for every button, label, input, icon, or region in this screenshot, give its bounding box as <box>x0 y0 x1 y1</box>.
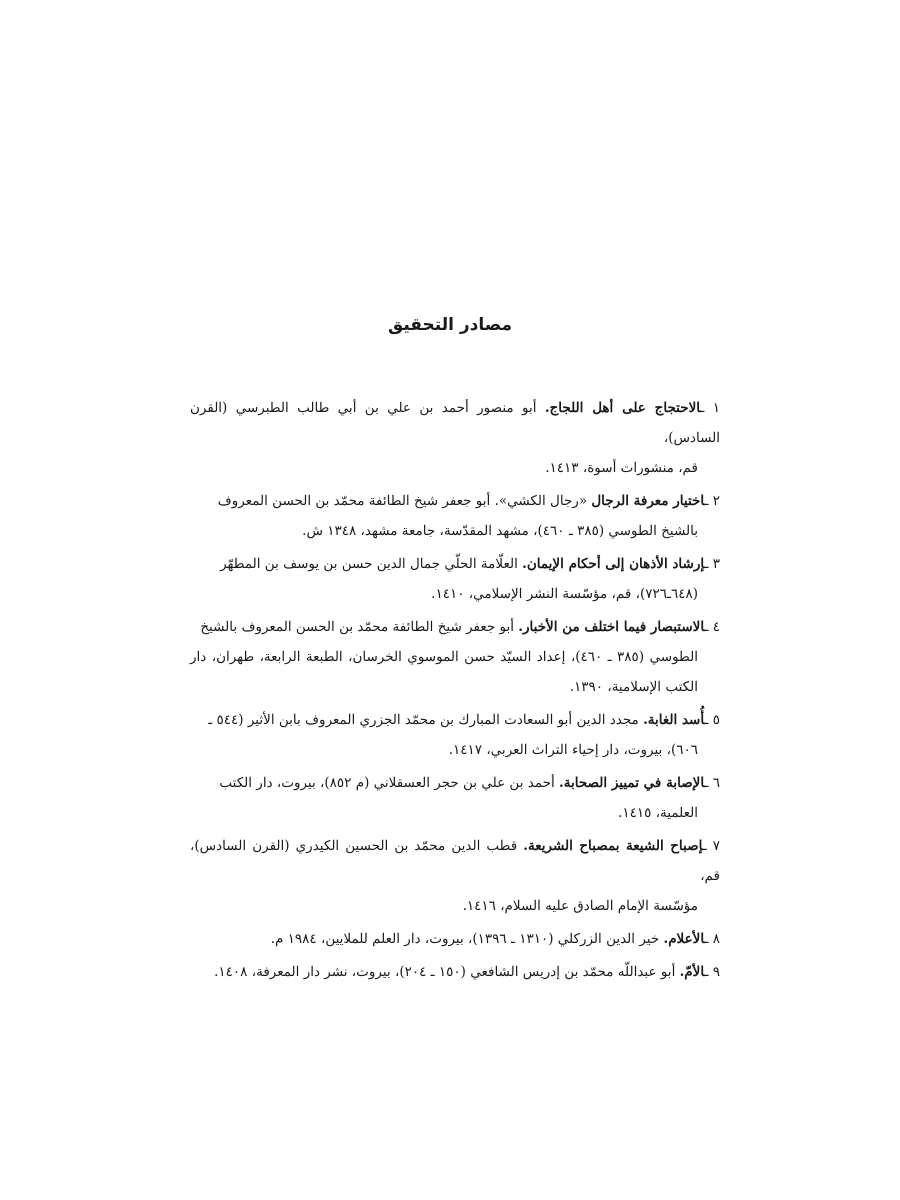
entry-continuation: بالشيخ الطوسي (٣٨٥ ـ ٤٦٠)، مشهد المقدّسة، جامعة مشهد، ١٣٤٨ ش. <box>302 523 698 539</box>
entry-number: ٣ ـ <box>704 556 720 572</box>
list-item <box>190 768 720 828</box>
references-list <box>190 393 720 990</box>
entry-continuation: (٦٤٨ـ٧٢٦)، قم، مؤسّسة النشر الإسلامي، ١٤١٠. <box>431 586 698 602</box>
entry-text: خير الدين الزركلي (١٣١٠ ـ ١٣٩٦)، بيروت، دار العلم للملايين، ١٩٨٤ م. <box>270 931 664 947</box>
entry-title: إرشاد الأذهان إلى أحكام الإيمان. <box>522 556 705 572</box>
entry-text: قطب الدين محمّد بن الحسين الكيدري (القرن السادس)، قم، <box>190 838 720 884</box>
entry-text: مجدد الدين أبو السعادت المبارك بن محمّد الجزري المعروف بابن الأثير (٥٤٤ ـ <box>208 712 644 728</box>
list-item <box>190 549 720 609</box>
entry-number: ٤ ـ <box>704 619 720 635</box>
list-item <box>190 831 720 921</box>
entry-number: ٥ ـ <box>704 712 720 728</box>
list-item <box>190 924 720 954</box>
entry-text: أبو جعفر شيخ الطائفة محمّد بن الحسن المعروف بالشيخ <box>200 619 519 635</box>
entry-title: إصباح الشيعة بمصباح الشريعة. <box>523 838 703 854</box>
entry-number: ٢ ـ <box>704 493 720 509</box>
entry-continuation: ٦٠٦)، بيروت، دار إحياء التراث العربي، ١٤١٧. <box>448 742 698 758</box>
list-item <box>190 486 720 546</box>
list-item <box>190 393 720 483</box>
entry-title: أُسد الغابة. <box>643 712 705 728</box>
entry-text: العلّامة الحلّي جمال الدين حسن بن يوسف بن المطهّر <box>220 556 523 572</box>
entry-number: ١ ـ <box>700 400 720 416</box>
entry-title: الأعلام. <box>663 931 705 947</box>
entry-text: «رجال الكشي». أبو جعفر شيخ الطائفة محمّد بن الحسن المعروف <box>217 493 592 509</box>
entry-continuation: العلمية، ١٤١٥. <box>618 805 698 821</box>
entry-text: أبو منصور أحمد بن علي بن أبي طالب الطبرسي (القرن السادس)، <box>190 400 720 446</box>
entry-title: الأمّ. <box>679 964 705 980</box>
page-title: مصادر التحقيق <box>388 315 512 335</box>
entry-number: ٨ ـ <box>704 931 720 947</box>
list-item <box>190 957 720 987</box>
entry-title: اختيار معرفة الرجال <box>591 493 705 509</box>
entry-number: ٦ ـ <box>704 775 720 791</box>
entry-text: أبو عبداللّه محمّد بن إدريس الشافعي (١٥٠ ـ ٢٠٤)، بيروت، نشر دار المعرفة، ١٤٠٨. <box>214 964 680 980</box>
entry-continuation: مؤسّسة الإمام الصادق عليه السلام، ١٤١٦. <box>462 898 698 914</box>
entry-continuation: الطوسي (٣٨٥ ـ ٤٦٠)، إعداد السيّد حسن الموسوي الخرسان، الطبعة الرابعة، طهران، دار الكتب الإسلامية، ١٣٩٠. <box>190 649 698 695</box>
list-item <box>190 705 720 765</box>
list-item <box>190 612 720 702</box>
entry-text: أحمد بن علي بن حجر العسقلاني (م ٨٥٢)، بيروت، دار الكتب <box>219 775 560 791</box>
entry-continuation: قم، منشورات أسوة، ١٤١٣. <box>545 460 698 476</box>
entry-title: الاستبصار فيما اختلف من الأخبار. <box>518 619 705 635</box>
entry-number: ٧ ـ <box>702 838 721 854</box>
entry-number: ٩ ـ <box>704 964 720 980</box>
entry-title: الإصابة في تمييز الصحابة. <box>559 775 705 791</box>
entry-title: الاحتجاج على أهل اللجاج. <box>544 400 701 416</box>
